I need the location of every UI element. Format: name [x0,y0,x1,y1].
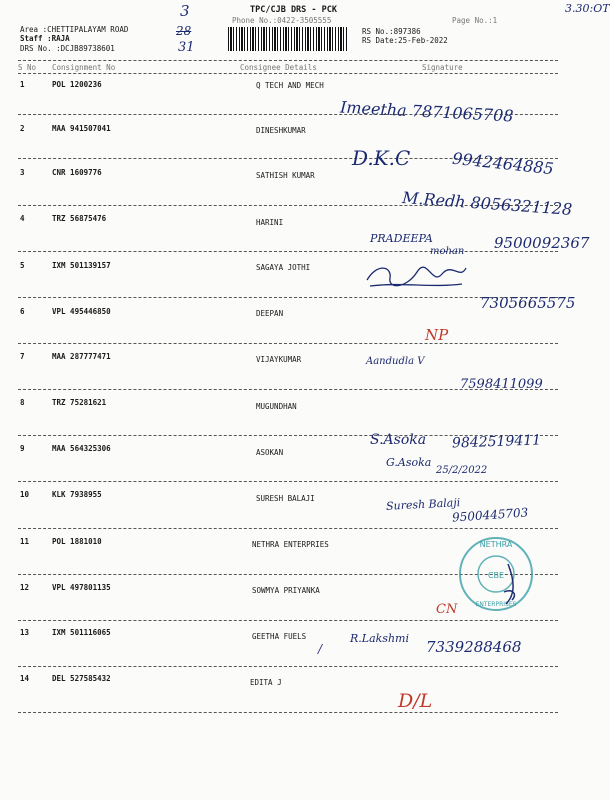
stamp-side-text: ENTERPRISES [475,601,517,608]
hand-count-a: 3 [180,2,190,20]
hand-count-b: 28 [176,24,192,38]
row-number: 6 [20,307,25,316]
drs-number: DRS No. :DCJB89738601 [20,44,115,53]
note-row-14: D/L [398,690,433,712]
signature-row-2: D.K.C [352,146,411,170]
staff-label: Staff :RAJA [20,34,70,43]
signature-row-9: S.Asoka [370,432,427,448]
consignee-name: HARINI [256,218,284,227]
signature-row-3: M.Redh 8056321128 [401,188,573,219]
note-row-6: NP [425,326,449,344]
row-divider [18,712,558,713]
header-divider-bottom [18,73,558,74]
col-sno: S No [18,63,37,72]
consignment-no: TRZ 56875476 [52,214,107,223]
consignment-no: POL 1200236 [52,80,102,89]
consignee-name: EDITA J [250,678,282,687]
consignee-name: Q TECH AND MECH [256,81,324,90]
signature-row-9-b: G.Asoka [386,456,432,469]
phone-row-10: 9500445703 [451,505,529,525]
signature-row-1: Imeetha 7871065708 [339,97,514,126]
company-stamp [456,534,536,614]
barcode [228,27,348,51]
row-number: 7 [20,352,25,361]
row-number: 1 [20,80,25,89]
stamp-top-text: NETHRA [479,540,513,549]
row-number: 12 [20,583,30,592]
consignee-name: SAGAYA JOTHI [256,263,311,272]
phone-row-13: 7339288468 [426,638,522,656]
consignment-no: TRZ 75281621 [52,398,107,407]
hand-count-c: 31 [178,40,195,55]
consignee-name: MUGUNDHAN [256,402,297,411]
consignment-no: MAA 287777471 [52,352,111,361]
consignee-name: GEETHA FUELS [252,632,307,641]
consignment-no: MAA 564325306 [52,444,111,453]
phone-number: Phone No.:0422-3505555 [232,16,332,25]
phone-row-7: 7598411099 [460,377,543,392]
consignment-no: MAA 941507041 [52,124,111,133]
signature-row-10: Suresh Balaji [385,496,461,513]
col-signature: Signature [422,63,463,72]
consignee-name: VIJAYKUMAR [256,355,302,364]
area-label: Area :CHETTIPALAYAM ROAD [20,25,129,34]
phone-row-2: 9942464885 [451,148,555,179]
row-divider [18,343,558,344]
row-number: 2 [20,124,25,133]
row-number: 8 [20,398,25,407]
tick-mark: / [318,642,323,656]
row-number: 9 [20,444,25,453]
row-divider [18,297,558,298]
col-consignee: Consignee Details [240,63,317,72]
stamp-center-text: CBE [487,571,505,580]
row-number: 10 [20,490,30,499]
consignee-name: DINESHKUMAR [256,126,306,135]
header-divider-top [18,60,558,61]
date-row-9: 25/2/2022 [436,465,488,476]
consignee-name: SURESH BALAJI [256,494,315,503]
row-divider [18,528,558,529]
document-title: TPC/CJB DRS - PCK [250,5,337,15]
row-number: 11 [20,537,30,546]
consignee-name: NETHRA ENTERPRIES [252,540,329,549]
consignment-no: VPL 495446850 [52,307,111,316]
rs-date: RS Date:25-Feb-2022 [362,36,448,45]
row-divider [18,666,558,667]
signature-row-13: R.Lakshmi [350,632,409,645]
signature-row-5-scribble [362,258,472,294]
row-number: 13 [20,628,30,637]
row-number: 5 [20,261,25,270]
row-number: 14 [20,674,30,683]
note-row-12: CN [436,602,458,617]
col-consignment: Consignment No [52,63,116,72]
row-number: 3 [20,168,25,177]
rs-number: RS No.:897386 [362,27,421,36]
hand-time-note: 3.30:OT [565,2,610,15]
consignee-name: SATHISH KUMAR [256,171,315,180]
consignment-no: IXM 501116065 [52,628,111,637]
page-number: Page No.:1 [452,16,498,25]
signature-row-4-name: PRADEEPA [370,232,433,245]
signature-row-7: Aandudla V [366,356,425,367]
row-divider [18,251,558,252]
consignment-no: CNR 1609776 [52,168,102,177]
row-divider [18,620,558,621]
row-number: 4 [20,214,25,223]
consignment-no: KLK 7938955 [52,490,102,499]
consignment-no: IXM 501139157 [52,261,111,270]
phone-row-9: 9842519411 [451,432,542,452]
consignee-name: DEEPAN [256,309,284,318]
phone-row-4: 9500092367 [494,234,590,252]
consignment-no: VPL 497801135 [52,583,111,592]
phone-row-5: 7305665575 [480,294,576,312]
consignment-no: POL 1881010 [52,537,102,546]
row-divider [18,481,558,482]
consignee-name: SOWMYA PRIYANKA [252,586,320,595]
consignment-no: DEL 527585432 [52,674,111,683]
signature-row-4-surname: mohan [430,246,465,257]
consignee-name: ASOKAN [256,448,284,457]
